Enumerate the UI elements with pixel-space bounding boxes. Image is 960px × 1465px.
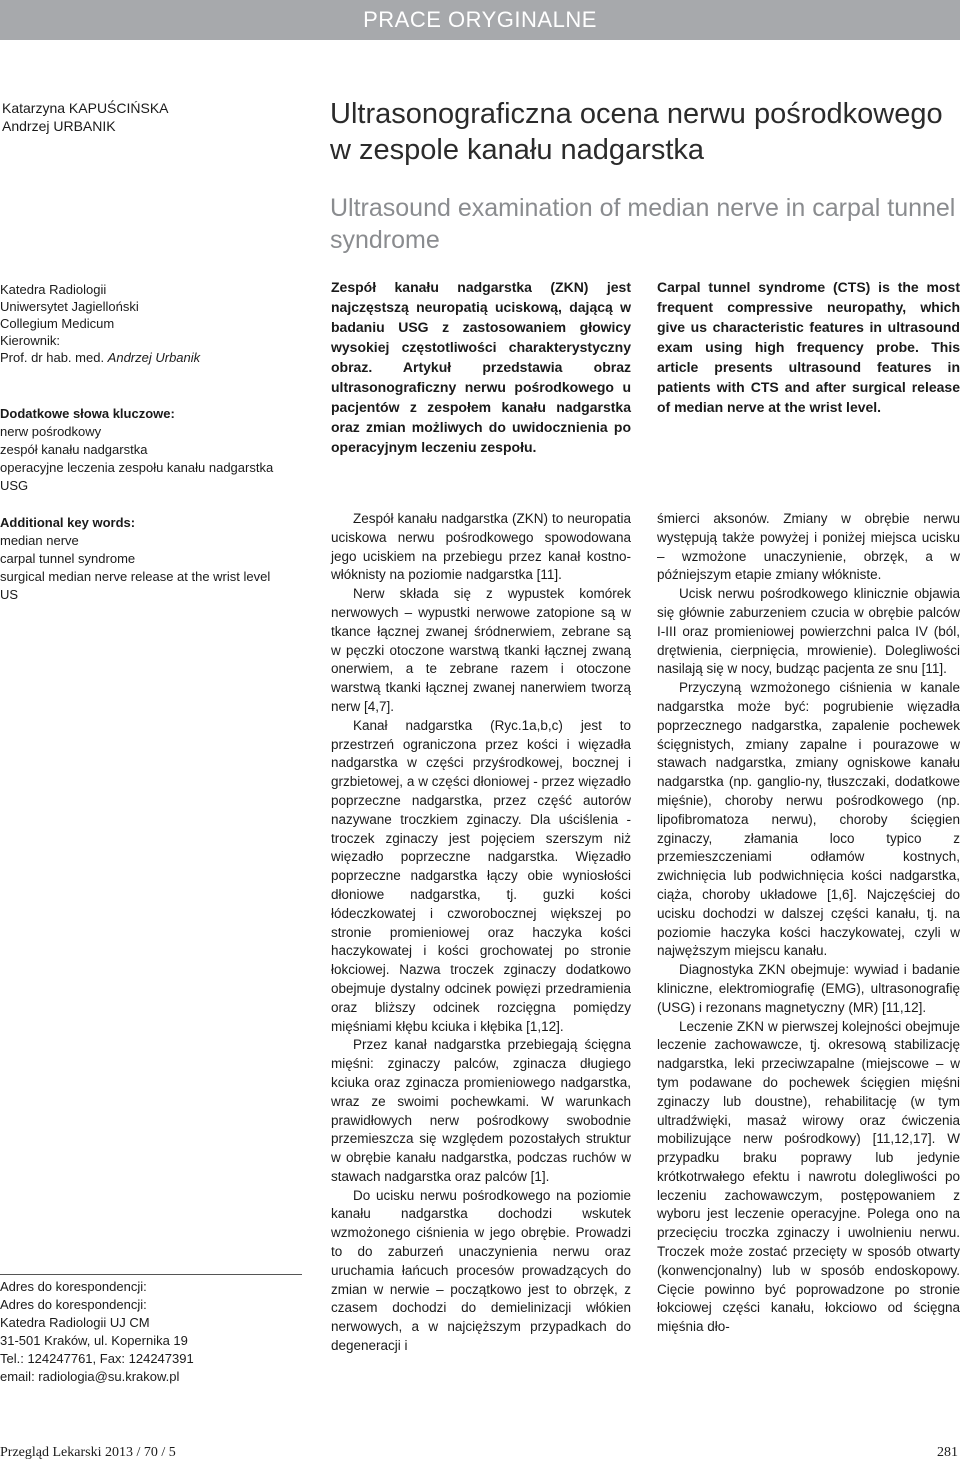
author-name: Andrzej URBANIK: [2, 118, 116, 134]
keywords-en: [0, 514, 305, 604]
body-paragraph: Kanał nadgarstka (Ryc.1a,b,c) jest to przestrzeń ograniczona przez kości i więzadła nadgarstka w części przyśrodkowej, bocznej i grzbietowej, a w części dłoniowej - przez więzadło poprzeczne nadgarstka, przez część autorów nazywane troczkiem zginaczy. Dla uściślenia - troczek zginaczy jest pojęciem szerszym niż więzadło poprzeczne nadgarstka. Więzadło poprzeczne nadgarstka łączy obie wyniosłości dłoniowe nadgarstka, tj. guzki kości łódeczkowatej i czworobocznej większej po stronie promieniowej oraz haczyka kości haczykowatej i kości grochowatej po stronie łokciowej. Nazwa troczek zginaczy dodatkowo obejmuje dystalny odcinek powięzi przedramienia oraz bliższy odcinek rozcięgna pomiędzy mięśniami kłębu kciuka i kłębika [1,12].: [331, 717, 631, 1034]
keyword: median nerve: [0, 533, 79, 548]
correspondence-line: Adres do korespondencji:: [0, 1297, 147, 1312]
affiliation: [0, 281, 305, 366]
article-subtitle: Ultrasound examination of median nerve in carpal tunnel syndrome: [330, 194, 956, 254]
keywords-pl-heading: Dodatkowe słowa kluczowe:: [0, 406, 175, 421]
body-paragraph: Diagnostyka ZKN obejmuje: wywiad i badanie kliniczne, elektromiografię (EMG), ultrasonografię (USG) i rezonans magnetyczny (MR) [11,12].: [657, 962, 960, 1015]
keyword: surgical median nerve release at the wrist level: [0, 569, 271, 584]
author-list: [2, 99, 302, 135]
article-title: Ultrasonograficzna ocena nerwu pośrodkowego w zespole kanału nadgarstka: [330, 98, 943, 166]
page-number: 281: [937, 1445, 958, 1460]
affiliation-line: Katedra Radiologii: [0, 282, 107, 297]
head-title: Prof. dr hab. med.: [0, 350, 108, 365]
abstract-pl: Zespół kanału nadgarstka (ZKN) jest najczęstszą neuropatią uciskową, dającą w badaniu USG z zastosowaniem głowicy wysokiej częstotliwości charakterystyczny obraz. Artykuł przedstawia obraz ultrasonograficzny nerwu pośrodkowego u pacjentów z zespołem kanału nadgarstka oraz zmian możliwych do uwidocznienia po operacyjnym leczeniu zespołu.: [331, 279, 631, 455]
keyword: carpal tunnel syndrome: [0, 551, 136, 566]
body-paragraph: Leczenie ZKN w pierwszej kolejności obejmuje leczenie zachowawcze, tj. okresową stabilizację nadgarstka, leki przeciwzapalne (miejscowe – w tym podawane do pochewek ścięgien mięśni zginaczy lub doustne), rehabilitację (w tym ultradźwięki, masaż wirowy oraz ćwiczenia mobilizujące nerw pośrodkowy) [11,12,17]. W przypadku braku poprawy lub jedynie krótkotrwałego efektu i nawrotu dolegliwości po leczeniu zachowawczym, postępowaniem z wyboru jest leczenie operacyjne. Polega ono na przecięciu troczka zginaczy i uwolnieniu nerwu. Troczek może zostać przecięty w sposób otwarty (konwencjonalny) lub w sposób endoskopowy. Cięcie powinno być poprowadzone po stronie łokciowej części kanału, łokciowo od ścięgna mięśnia dło-: [657, 1018, 960, 1335]
section-banner: PRACE ORYGINALNE: [0, 0, 960, 40]
keyword: nerw pośrodkowy: [0, 424, 102, 439]
body-paragraph: Przez kanał nadgarstka przebiegają ścięgna mięśni: zginaczy palców, zginacza długiego kciuka oraz zginacza promieniowego nadgarstka, wraz ze swoimi pochewkami. W warunkach prawidłowych nerw pośrodkowy swobodnie przemieszcza się względem pozostałych struktur w obrębie kanału nadgarstka, podczas ruchów w stawach nadgarstka oraz palców [1].: [331, 1037, 631, 1184]
author-name: Katarzyna KAPUŚCIŃSKA: [2, 100, 169, 116]
correspondence-email: email: radiologia@su.krakow.pl: [0, 1369, 180, 1384]
keyword: US: [0, 587, 19, 602]
affiliation-line: Kierownik:: [0, 333, 60, 348]
head-name: Andrzej Urbanik: [107, 350, 201, 365]
body-paragraph: Ucisk nerwu pośrodkowego klinicznie objawia się głównie zaburzeniem czucia w obrębie palców I-III oraz promieniowej powierzchni palca IV (ból, drętwienia, cierpnięcia, mrowienie). Dolegliwości nasilają się w nocy, budząc pacjenta ze snu [11].: [657, 586, 960, 677]
correspondence: [0, 1274, 302, 1386]
affiliation-line: Uniwersytet Jagielloński: [0, 299, 139, 314]
correspondence-line: Adres do korespondencji:: [0, 1279, 147, 1294]
correspondence-line: Katedra Radiologii UJ CM: [0, 1315, 150, 1330]
body-column-right: [657, 510, 960, 1337]
body-paragraph: Przyczyną wzmożonego ciśnienia w kanale nadgarstka może być: pogrubienie więzadła poprzecznego nadgarstka, zapalenie pochewek ścięgnistych, zmiany zapalne i pourazowe w stawach nadgarstka, zmiany ogniskowe kanału nadgarstka (np. ganglio-ny, tłuszczaki, dodatkowe mięśnie), choroby nerwu pośrodkowego (np. lipofibromatoza nerwu), choroby ścięgien zginaczy, złamania loco typico z przemieszczeniami odłamów kostnych, zwichnięcia lub podwichnięcia kości nadgarstka, ciąża, choroby układowe [1,6]. Najczęściej do ucisku dochodzi w dalszej części kanału, tj. na poziomie haczyka kości haczykowatej, czyli w najwęższym miejscu kanału.: [657, 680, 960, 959]
abstract-en: Carpal tunnel syndrome (CTS) is the most frequent compressive neuropathy, which give us characteristic features in ultrasound exam using high frequency probe. This article presents ultrasound features in patients with CTS and after surgical release of median nerve at the wrist level.: [657, 279, 960, 415]
body-column-middle: [331, 510, 631, 1356]
correspondence-line: 31-501 Kraków, ul. Kopernika 19: [0, 1333, 188, 1348]
keywords-pl: [0, 405, 305, 495]
journal-citation: Przegląd Lekarski 2013 / 70 / 5: [0, 1445, 176, 1460]
keyword: USG: [0, 478, 29, 493]
keyword: operacyjne leczenia zespołu kanału nadgarstka: [0, 460, 274, 475]
body-paragraph: śmierci aksonów. Zmiany w obrębie nerwu występują także powyżej i poniżej miejsca ucisku – wzmożone unaczynienie, obrzęk, a w późniejszym etapie zmiany włókniste.: [657, 511, 960, 583]
keywords-en-heading: Additional key words:: [0, 515, 136, 530]
body-paragraph: Zespół kanału nadgarstka (ZKN) to neuropatia uciskowa nerwu pośrodkowego spowodowana jego uciskiem na przebiegu przez kanał kostno-włóknisty na poziomie nadgarstka [11].: [331, 511, 631, 583]
affiliation-line: Collegium Medicum: [0, 316, 115, 331]
body-paragraph: Nerw składa się z wypustek komórek nerwowych – wypustki nerwowe zatopione są w tkance łącznej zwanej śródnerwiem, zebrane są w pęczki otoczone warstwą tkanki łącznej zwaną onerwiem, a te zebrane razem i otoczone warstwą tkanki łącznej zwanej nanerwiem tworzą nerw [4,7].: [331, 586, 631, 714]
body-paragraph: Do ucisku nerwu pośrodkowego na poziomie kanału nadgarstka dochodzi wskutek wzmożonego ciśnienia w jego obrębie. Prowadzi to do zaburzeń unaczynienia nerwu oraz uruchamia łańcuch procesów prowadzących do zmian w nerwie – początkowo jest to obrzęk, z czasem dochodzi do demielinizacji włókien nerwowych, a w najcięższym przypadkach do degeneracji i: [331, 1187, 631, 1354]
correspondence-line: Tel.: 124247761, Fax: 124247391: [0, 1351, 194, 1366]
affiliation-head: [0, 349, 305, 366]
keyword: zespół kanału nadgarstka: [0, 442, 148, 457]
